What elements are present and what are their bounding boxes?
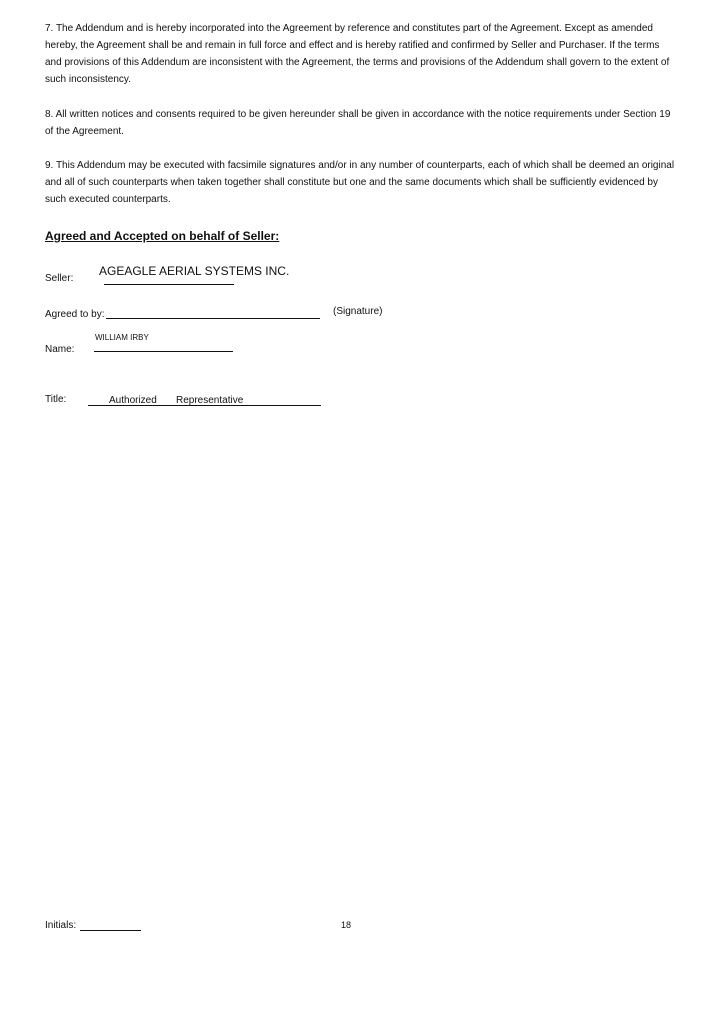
title-value-word1: Authorized bbox=[109, 395, 157, 406]
title-label: Title: bbox=[45, 394, 67, 405]
seller-value: AGEAGLE AERIAL SYSTEMS INC. bbox=[99, 264, 290, 278]
signature-heading: Agreed and Accepted on behalf of Seller: bbox=[45, 229, 280, 243]
initials-line bbox=[80, 930, 141, 931]
page-number: 18 bbox=[341, 920, 352, 930]
agreed-by-label: Agreed to by: bbox=[45, 309, 105, 320]
signature-note: (Signature) bbox=[333, 306, 383, 317]
name-line bbox=[94, 351, 233, 352]
initials-label: Initials: bbox=[45, 920, 77, 931]
name-value: WILLIAM IRBY bbox=[95, 333, 149, 342]
title-value-word2: Representative bbox=[176, 395, 244, 406]
seller-label: Seller: bbox=[45, 273, 74, 284]
paragraph-9: 9. This Addendum may be executed with facsimile signatures and/or in any number of counterparts, each of which shall be deemed an original and all of such counterparts when taken together shall constitute but one and the same documents which shall be sufficiently evidenced by such executed counterparts. bbox=[45, 160, 675, 205]
title-line bbox=[88, 405, 321, 406]
signature-line bbox=[106, 318, 320, 319]
paragraph-7: 7. The Addendum and is hereby incorporated into the Agreement by reference and constitutes part of the Agreement. Except as amended hereby, the Agreement shall be and remain in full force and effect and is hereby ratified and confirmed by Seller and Purchaser. If the terms and provisions of this Addendum are inconsistent with the Agreement, the terms and provisions of the Addendum shall govern to the extent of such inconsistency. bbox=[45, 23, 670, 85]
seller-line bbox=[104, 284, 234, 285]
name-label: Name: bbox=[45, 344, 75, 355]
paragraph-8: 8. All written notices and consents required to be given hereunder shall be given in accordance with the notice requirements under Section 19 of the Agreement. bbox=[45, 109, 671, 137]
